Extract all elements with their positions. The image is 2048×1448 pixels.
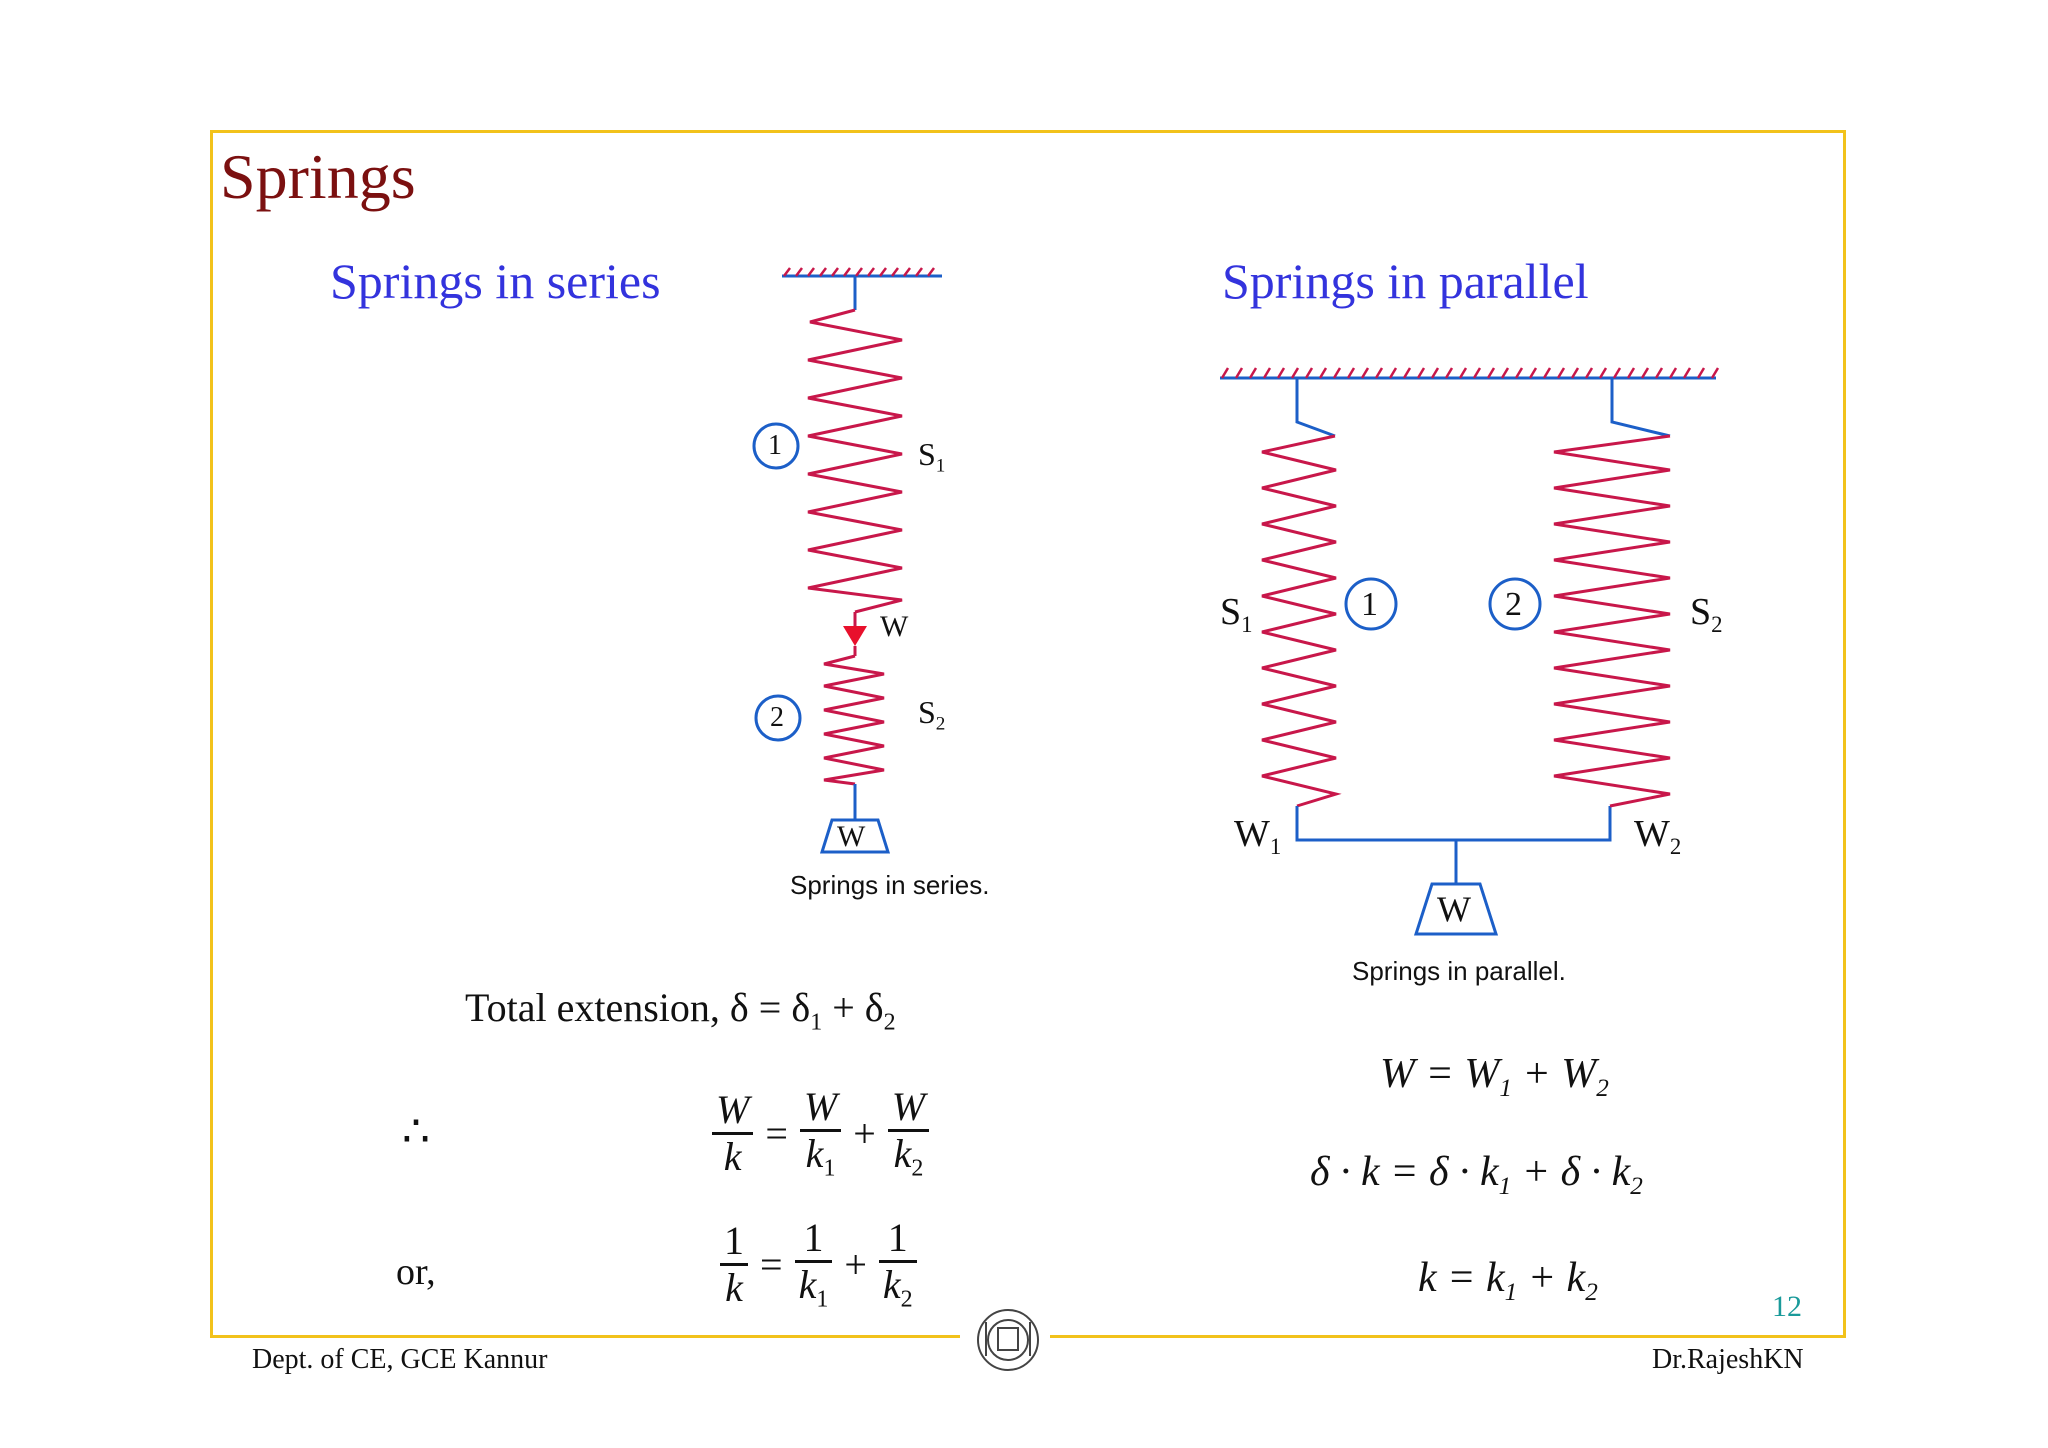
- footer-department: Dept. of CE, GCE Kannur: [252, 1344, 548, 1375]
- total-extension-equation: Total extension, $\delta = \delta_1 + \delta_2$: [465, 985, 896, 1036]
- therefore-symbol: ∴: [402, 1107, 430, 1156]
- parallel-marker-1: 1: [1361, 586, 1378, 623]
- parallel-caption: Springs in parallel.: [1352, 956, 1566, 986]
- series-spring-1: [808, 310, 902, 612]
- series-spring-2-label: $S_2$: [918, 694, 946, 735]
- parallel-spring-2: [1554, 436, 1670, 806]
- parallel-spring-1: [1262, 436, 1336, 806]
- parallel-load-equation: $W = W_1 + W_2$: [1380, 1051, 1609, 1102]
- series-arrow-label: W: [880, 610, 909, 643]
- series-spring-2: [824, 656, 884, 784]
- series-spring-1-label: $S_1$: [918, 436, 946, 477]
- series-ceiling: [782, 268, 942, 310]
- parallel-weight-label: W: [1437, 889, 1471, 929]
- parallel-w1-label: $W_1$: [1234, 813, 1282, 859]
- footer-author: Dr.RajeshKN: [1652, 1344, 1804, 1375]
- series-heading: Springs in series: [330, 253, 661, 309]
- parallel-marker-2: 2: [1505, 586, 1522, 623]
- parallel-heading: Springs in parallel: [1222, 253, 1589, 309]
- series-caption: Springs in series.: [790, 870, 990, 900]
- parallel-spring-1-label: $S_1$: [1220, 591, 1253, 637]
- parallel-w2-label: $W_2$: [1634, 813, 1682, 859]
- series-diagram: [754, 268, 942, 852]
- slide-title: Springs: [220, 141, 416, 212]
- series-load-arrow: [843, 626, 867, 646]
- series-reciprocal-equation: $\frac{1}{k}$ = $\frac{1}{k_1}$ + $\frac{1}{k_2}$: [714, 1216, 923, 1313]
- series-weight-label: W: [837, 820, 866, 853]
- series-marker-1: 1: [768, 430, 782, 461]
- college-seal: [978, 1310, 1038, 1370]
- parallel-stiffness-equation: $k = k_1 + k_2$: [1418, 1255, 1598, 1306]
- page-number: 12: [1772, 1290, 1802, 1323]
- parallel-extension-equation: $\delta \cdot k = \delta \cdot k_1 + \delta \cdot k_2$: [1310, 1149, 1643, 1200]
- or-label: or,: [396, 1251, 436, 1293]
- series-marker-2: 2: [770, 702, 784, 733]
- parallel-spring-2-label: $S_2$: [1690, 591, 1723, 637]
- series-stiffness-equation: $\frac{W}{k}$ = $\frac{W}{k_1}$ + $\frac{W}{k_2}$: [706, 1085, 935, 1182]
